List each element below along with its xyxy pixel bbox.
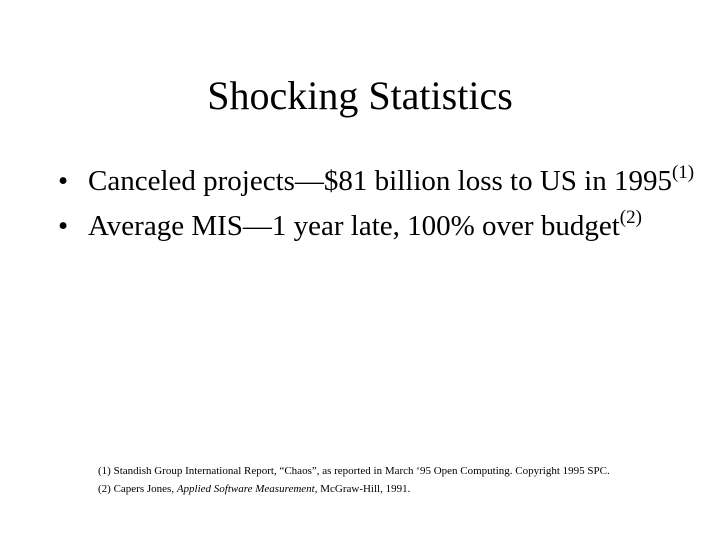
footnote-reference: (2) — [619, 207, 642, 228]
bullet-list — [58, 164, 698, 254]
bullet-marker: • — [58, 165, 69, 197]
slide-title: Shocking Statistics — [207, 73, 513, 118]
bullet-item — [58, 164, 698, 199]
footnote-text: (1) Standish Group International Report, “Chaos”, as reported in March ‘95 Open Computing. Copyright 1995 SPC. — [98, 465, 610, 477]
bullet-text: Canceled projects—$81 billion loss to US in 1995 — [88, 165, 672, 197]
footnotes — [98, 462, 698, 498]
bullet-text: Average MIS—1 year late, 100% over budget — [88, 210, 620, 242]
footnote-text: , McGraw-Hill, 1991. — [314, 483, 411, 495]
footnote-book-title: Applied Software Measurement — [176, 483, 315, 495]
bullet-marker: • — [58, 210, 69, 242]
footnote-reference: (1) — [671, 162, 695, 183]
footnote — [98, 480, 698, 498]
footnote-text: (2) Capers Jones, — [98, 483, 177, 495]
footnote — [98, 462, 698, 480]
bullet-item — [58, 209, 698, 244]
